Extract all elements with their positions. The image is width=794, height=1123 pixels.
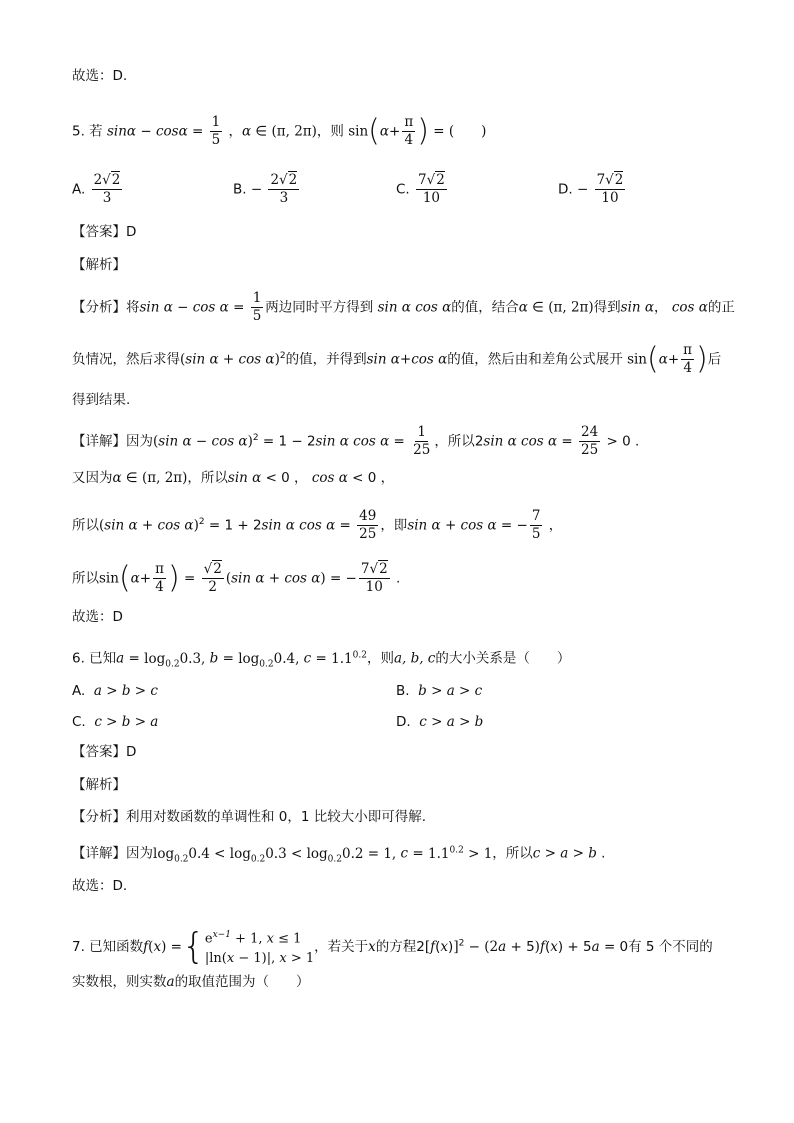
q5-detail-line4: 所以sin(α+ $\frac{\pi}{4}$ ) = $\frac{√2}{2}$ (sin α + cos α) = − $\frac{7√2}{10}$ .: [72, 560, 401, 596]
q5-answer: 【答案】D: [72, 224, 137, 240]
q6-option-c: C. c > b > a: [72, 714, 159, 730]
q7-stem-line2: 实数根，则实数a的取值范围为（ ）: [72, 974, 310, 990]
q6-detail: 【详解】因为$\log_{0.2}0.4 < \log_{0.2}0.3 < \log_{0.2}0.2 = 1$, $c = 1.1^{0.2} > 1$，所以c > a > b .: [72, 845, 606, 865]
q6-option-d: D. c > a > b: [396, 714, 484, 730]
q6-stem: 6. 已知$a = \log_{0.2}0.3$, $b = \log_{0.2}0.4$, $c = 1.1^{0.2}$，则a, b, c的大小关系是（ ）: [72, 650, 571, 670]
q5-option-a: A. $\frac{2√2}{3}$: [72, 172, 121, 206]
q5-analysis-line3: 得到结果.: [72, 392, 131, 408]
q5-option-b: B. − $\frac{2√2}{3}$: [233, 172, 298, 206]
q5-detail-line2: 又因为α ∈ (π, 2π)，所以sin α < 0 ， cos α < 0 ，: [72, 470, 395, 486]
q5-frac: $\frac{1}{5}$: [211, 114, 221, 148]
q6-analysis: 【分析】利用对数函数的单调性和 0，1 比较大小即可得解.: [72, 809, 427, 825]
q6-conclusion: 故选：D.: [72, 878, 128, 894]
q5-option-c: C. $\frac{7√2}{10}$: [396, 172, 445, 206]
q5-option-d: D. − $\frac{7√2}{10}$: [558, 172, 624, 206]
q6-analysis-heading: 【解析】: [72, 777, 126, 793]
q5-analysis-heading: 【解析】: [72, 257, 126, 273]
q7-stem-line1: 7. 已知函数f(x) ={ $e^{x-1} + 1$, x ≤ 1 |ln(x − 1)|, x > 1 ，若关于x的方程$2[f(x)]^2 - (2a + 5)f(x) + 5a = 0$有 5 个不同的: [72, 926, 713, 968]
q5-conclusion: 故选：D: [72, 609, 123, 625]
q5-detail-line3: 所以(sin α + cos α)$^2$ = 1 + 2sin α cos α = $\frac{49}{25}$ ，即sin α + cos α = − $\frac{7}{5}$ ，: [72, 508, 563, 542]
q5-analysis-line2: 负情况，然后求得(sin α + cos α)$^2$的值，并得到sin α+cos α的值，然后由和差角公式展开 sin(α+ $\frac{\pi}{4}$ )后: [72, 341, 722, 377]
q5-detail-line1: 【详解】因为(sin α − cos α)$^2$ = 1 − 2sin α cos α = $\frac{1}{25}$ ，所以2sin α cos α = $\frac{24}{25}$ > 0 .: [72, 424, 640, 458]
q6-option-a: A. a > b > c: [72, 683, 158, 699]
q6-option-b: B. b > a > c: [396, 683, 483, 699]
q6-answer: 【答案】D: [72, 744, 137, 760]
q4-conclusion: 故选：D.: [72, 68, 128, 84]
q5-stem: 5. 若 sinα − cosα = $\frac{1}{5}$ ，α ∈ (π, 2π)，则 sin(α+ $\frac{\pi}{4}$ ) = ( ): [72, 113, 487, 149]
q5-analysis-line1: 【分析】将sin α − cos α = $\frac{1}{5}$ 两边同时平方得到 sin α cos α的值，结合α ∈ (π, 2π)得到sin α， cos α的正: [72, 290, 735, 324]
